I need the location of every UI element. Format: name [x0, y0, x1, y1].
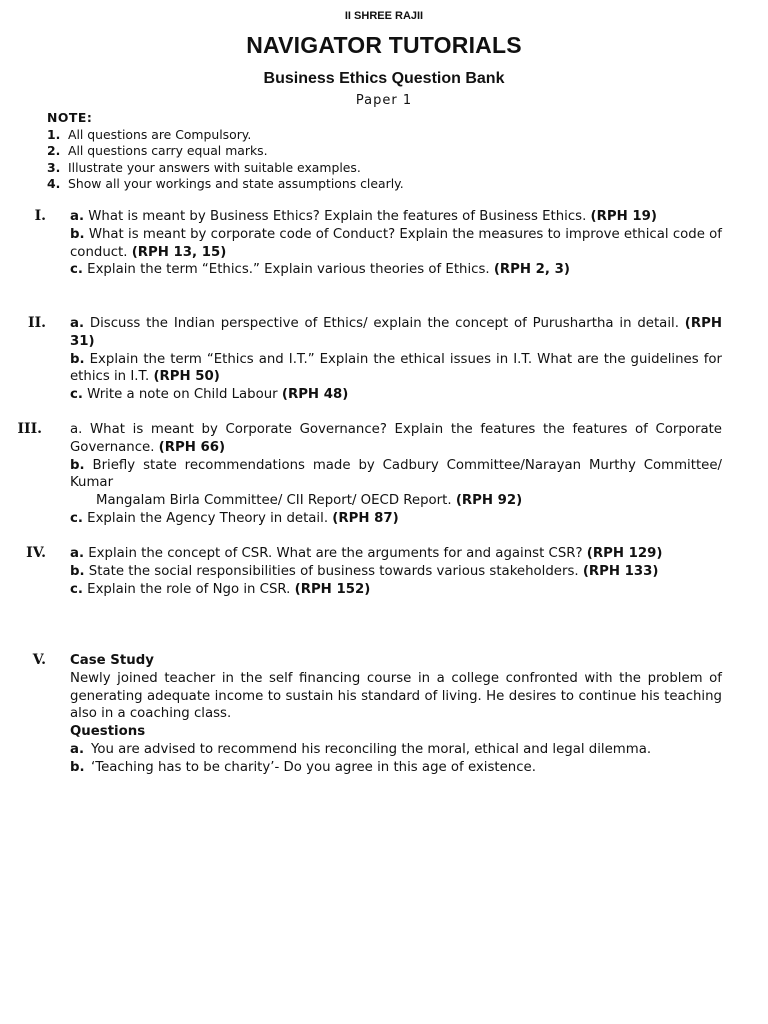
- note-item: [47, 160, 707, 177]
- note-item: [47, 127, 707, 144]
- question-part-a: a. What is meant by Business Ethics? Explain the features of Business Ethics. (RPH 19): [70, 209, 657, 224]
- note-text: Illustrate your answers with suitable examples.: [68, 159, 361, 175]
- question-part-c: c. Explain the role of Ngo in CSR. (RPH 152): [70, 581, 371, 597]
- case-question-b: b. ‘Teaching has to be charity’- Do you agree in this age of existence.: [70, 759, 536, 775]
- question-part-a: a. What is meant by Corporate Governance? Explain the features the features of Corporate Governance. (RPH 66): [70, 422, 722, 455]
- header-invocation: II SHREE RAJII: [344, 10, 424, 22]
- note-number: 4.: [47, 176, 61, 192]
- question-part-c: c. Explain the term “Ethics.” Explain various theories of Ethics. (RPH 2, 3): [70, 262, 570, 278]
- note-title: NOTE:: [47, 110, 93, 125]
- question-part-a: a. Discuss the Indian perspective of Ethics/ explain the concept of Purushartha in detail. (RPH 31): [70, 316, 722, 349]
- note-item: [47, 143, 707, 160]
- case-study-title: Case Study: [70, 653, 154, 668]
- note-number: 2.: [47, 143, 61, 159]
- note-number: 1.: [47, 126, 61, 142]
- note-text: Show all your workings and state assumptions clearly.: [68, 176, 404, 192]
- question-part-b: b. Briefly state recommendations made by Cadbury Committee/Narayan Murthy Committee/ Kumar: [70, 457, 722, 491]
- note-text: All questions carry equal marks.: [68, 143, 268, 159]
- question-part-b: b. What is meant by corporate code of Conduct? Explain the measures to improve ethical code of conduct. (RPH 13, 15): [70, 226, 722, 260]
- note-section: [47, 110, 707, 193]
- case-question-a: a. You are advised to recommend his reconciling the moral, ethical and legal dilemma.: [70, 741, 652, 757]
- question-part-c: c. Explain the Agency Theory in detail. (RPH 87): [70, 510, 399, 526]
- note-number: 3.: [47, 159, 61, 175]
- question-part-b: b. Explain the term “Ethics and I.T.” Explain the ethical issues in I.T. What are the guidelines for ethics in I.T. (RPH 50): [70, 351, 722, 385]
- question-number: III.: [17, 421, 42, 437]
- note-item: [47, 176, 707, 193]
- page-subtitle: Business Ethics Question Bank: [263, 70, 505, 87]
- case-study-text: Newly joined teacher in the self financing course in a college confronted with the problem of generating adequate income to sustain his standard of living. He desires to continue his teaching also in a coaching class.: [70, 670, 722, 722]
- question-number: I.: [34, 208, 46, 224]
- question-number: IV.: [26, 545, 46, 561]
- question-part-b-continued: Mangalam Birla Committee/ CII Report/ OECD Report. (RPH 92): [96, 493, 523, 509]
- case-questions-title: Questions: [70, 724, 146, 740]
- question-number: V.: [32, 652, 46, 668]
- question-part-a: a. Explain the concept of CSR. What are the arguments for and against CSR? (RPH 129): [70, 546, 663, 561]
- question-number: II.: [28, 315, 46, 331]
- page-title: NAVIGATOR TUTORIALS: [246, 32, 522, 58]
- paper-label: Paper 1: [355, 93, 413, 108]
- question-part-c: c. Write a note on Child Labour (RPH 48): [70, 387, 349, 403]
- question-part-b: b. State the social responsibilities of business towards various stakeholders. (RPH 133): [70, 563, 659, 579]
- note-text: All questions are Compulsory.: [68, 126, 252, 142]
